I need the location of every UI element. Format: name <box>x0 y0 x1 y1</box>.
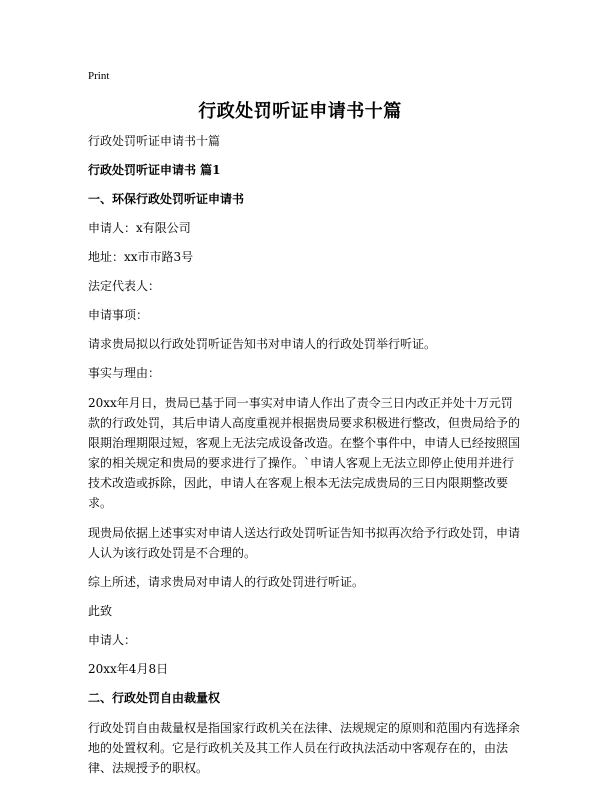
matters-text: 请求贵局拟以行政处罚听证告知书对申请人的行政处罚举行听证。 <box>88 337 437 351</box>
signature-line: 申请人： <box>88 633 137 647</box>
part2-paragraph: 行政处罚自由裁量权是指国家行政机关在法律、法规规定的原则和范围内有选择余地的处置权利。它是行政机关及其工作人员在行政执法活动中客观存在的，由法律、法规授予的职权。 <box>88 721 521 775</box>
document-subtitle: 行政处罚听证申请书十篇 <box>88 134 221 148</box>
document-title: 行政处罚听证申请书十篇 <box>198 101 402 122</box>
facts-label: 事实与理由： <box>88 366 161 380</box>
print-label: Print <box>88 70 110 82</box>
legal-rep-line: 法定代表人： <box>88 279 161 293</box>
date-line: 20xx年4月8日 <box>88 662 169 676</box>
current-paragraph: 现贵局依据上述事实对申请人送达行政处罚听证告知书拟再次给予行政处罚，申请人认为该行政处罚是不合理的。 <box>88 526 521 560</box>
applicant-line: 申请人：x有限公司 <box>88 221 191 235</box>
summary-paragraph: 综上所述，请求贵局对申请人的行政处罚进行听证。 <box>88 575 365 589</box>
part1-heading: 一、环保行政处罚听证申请书 <box>88 192 245 206</box>
address-line: 地址：xx市市路3号 <box>88 250 194 264</box>
section-heading: 行政处罚听证申请书 篇1 <box>88 163 221 177</box>
part2-heading: 二、行政处罚自由裁量权 <box>88 691 221 705</box>
matters-label: 申请事项： <box>88 308 149 322</box>
document-body <box>88 132 520 788</box>
facts-paragraph: 20xx年月日，贵局已基于同一事实对申请人作出了责令三日内改正并处十万元罚款的行政处罚，其后申请人高度重视并根据贵局要求积极进行整改，但贵局给予的限期治理期限过短，客观上无法完成设备改造。在整个事件中，申请人已经按照国家的相关规定和贵局的要求进行了操作。`申请人客观上无法立即停止使用并进行技术改造或拆除，因此，申请人在客观上根本无法完成贵局的三日内限期整改要求。 <box>88 396 521 510</box>
closing-line: 此致 <box>88 604 113 618</box>
